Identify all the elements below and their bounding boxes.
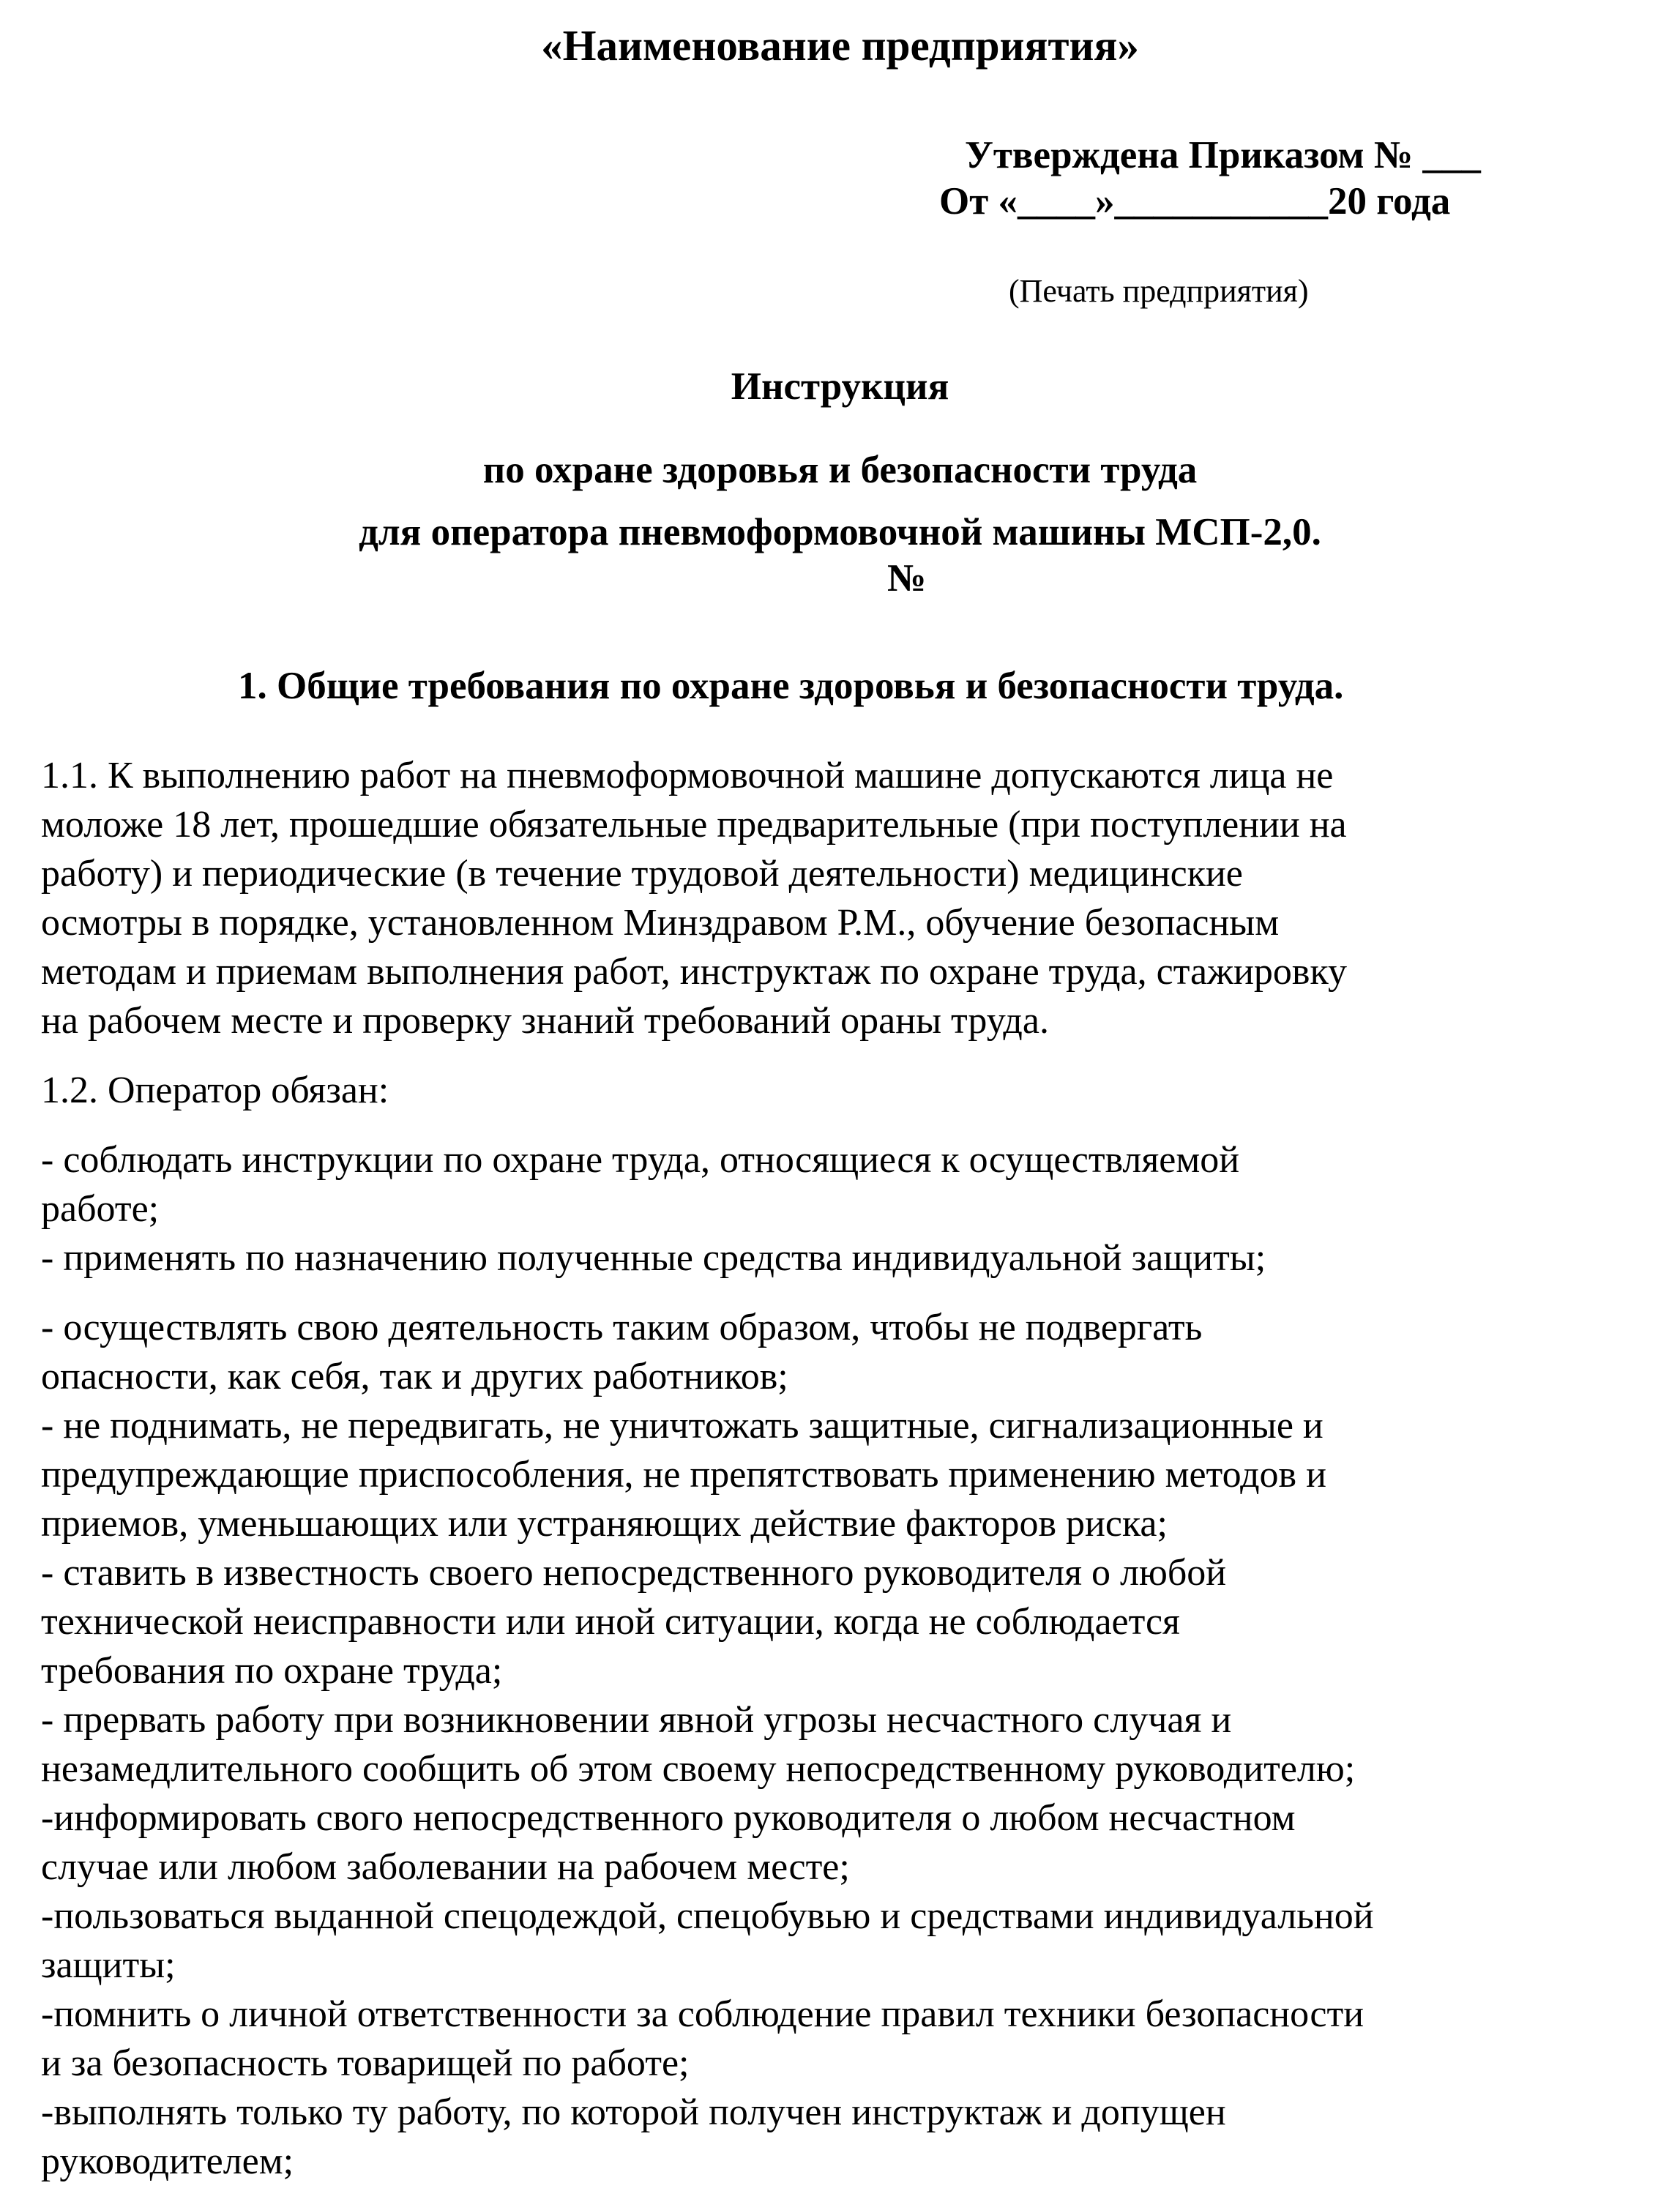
list-item: - ставить в известность своего непосредственного руководителя о любой <box>41 1552 1227 1594</box>
list-item: - соблюдать инструкции по охране труда, относящиеся к осуществляемой <box>41 1139 1240 1181</box>
list-item: - применять по назначению полученные средства индивидуальной защиты; <box>41 1237 1266 1279</box>
company-name: «Наименование предприятия» <box>541 21 1139 70</box>
stamp-note: (Печать предприятия) <box>1009 273 1309 309</box>
list-item: -пользоваться выданной спецодеждой, спецобувью и средствами индивидуальной <box>41 1895 1374 1937</box>
text-line: на рабочем месте и проверку знаний требований ораны труда. <box>41 1000 1049 1042</box>
section-1-heading: 1. Общие требования по охране здоровья и безопасности труда. <box>238 665 1344 707</box>
text-line: работу) и периодические (в течение трудовой деятельности) медицинские <box>41 853 1243 895</box>
list-item: приемов, уменьшающих или устраняющих действие факторов риска; <box>41 1503 1168 1545</box>
list-item: незамедлительного сообщить об этом своему непосредственному руководителю; <box>41 1748 1356 1790</box>
list-item: - не поднимать, не передвигать, не уничтожать защитные, сигнализационные и <box>41 1405 1324 1447</box>
text-line: 1.1. К выполнению работ на пневмоформовочной машине допускаются лица не <box>41 755 1334 796</box>
list-item: работе; <box>41 1188 160 1230</box>
list-item: технической неисправности или иной ситуации, когда не соблюдается <box>41 1601 1180 1643</box>
document-number: № <box>887 557 927 600</box>
paragraph-1-2-heading: 1.2. Оператор обязан: <box>41 1070 389 1111</box>
document-subject-line-1: по охране здоровья и безопасности труда <box>482 449 1198 491</box>
document-type-title: Инструкция <box>731 365 949 408</box>
list-item: и за безопасность товарищей по работе; <box>41 2042 690 2084</box>
list-item: требования по охране труда; <box>41 1650 503 1692</box>
list-item: случае или любом заболевании на рабочем месте; <box>41 1846 850 1888</box>
list-item: - осуществлять свою деятельность таким образом, чтобы не подвергать <box>41 1307 1203 1348</box>
text-line: моложе 18 лет, прошедшие обязательные предварительные (при поступлении на <box>41 804 1347 846</box>
text-line: осмотры в порядке, установленном Минздравом Р.М., обучение безопасным <box>41 902 1280 944</box>
list-item: -выполнять только ту работу, по которой получен инструктаж и допущен <box>41 2091 1226 2133</box>
list-item: предупреждающие приспособления, не препятствовать применению методов и <box>41 1454 1326 1496</box>
list-item: руководителем; <box>41 2140 294 2182</box>
approval-date-line: От «____»___________20 года <box>939 180 1451 223</box>
text-line: методам и приемам выполнения работ, инструктаж по охране труда, стажировку <box>41 951 1347 993</box>
list-item: опасности, как себя, так и других работников; <box>41 1356 788 1397</box>
approval-line: Утверждена Приказом № ___ <box>965 134 1481 176</box>
list-item: -информировать свого непосредственного руководителя о любом несчастном <box>41 1797 1296 1839</box>
document-subject-line-2: для оператора пневмоформовочной машины МСП-2,0. <box>359 511 1321 553</box>
list-item: - прервать работу при возникновении явной угрозы несчастного случая и <box>41 1699 1232 1741</box>
list-item: защиты; <box>41 1944 176 1986</box>
list-item: -помнить о личной ответственности за соблюдение правил техники безопасности <box>41 1993 1364 2035</box>
